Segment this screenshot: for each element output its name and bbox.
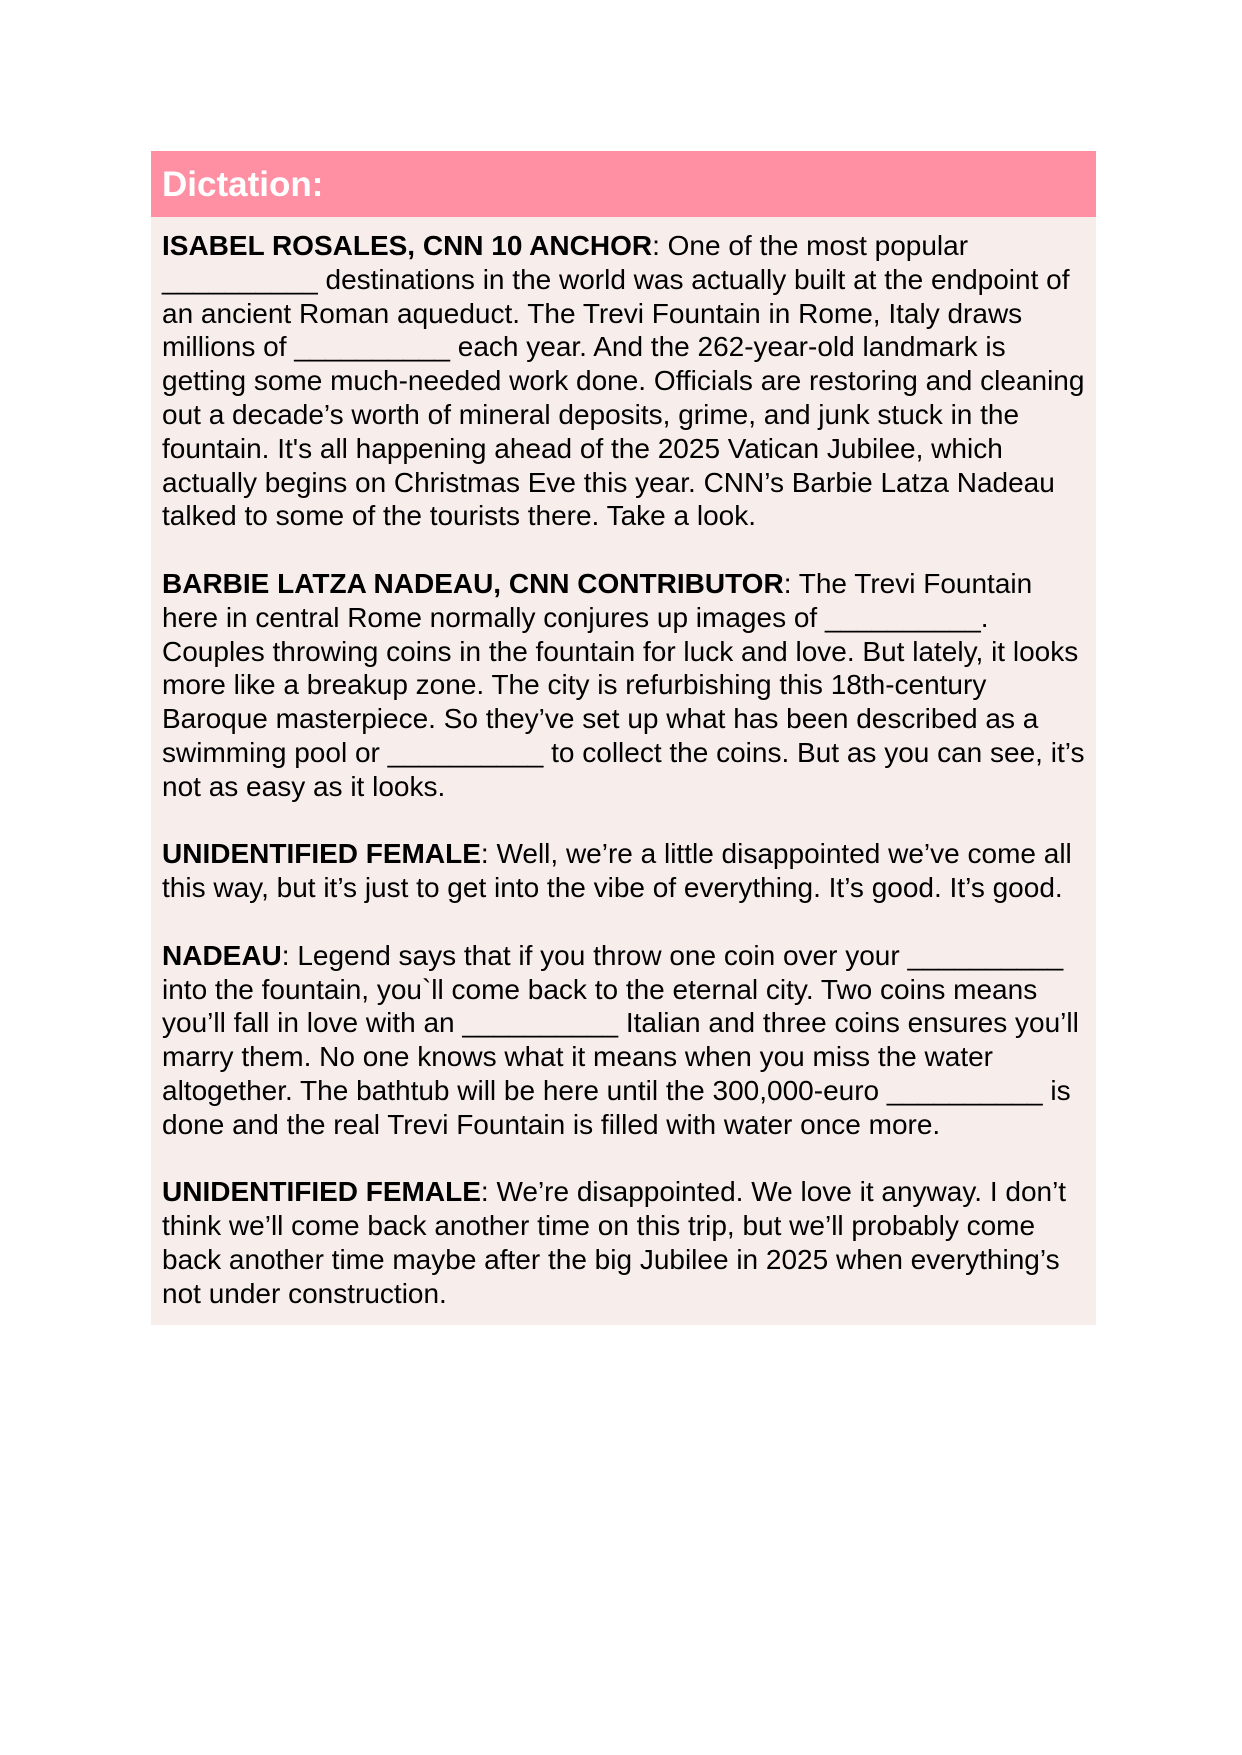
transcript-paragraph — [162, 1175, 1085, 1310]
speaker-text: : Well, we’re a little disappointed we’ve come all this way, but it’s just to get into the vibe of everything. It’s good. It’s good. — [162, 838, 1072, 904]
speaker-text: : The Trevi Fountain here in central Rome normally conjures up images of __________. Couples throwing coins in the fountain for luck and love. But lately, it looks more like a breakup zone. The city is refurbishing this 18th-century Baroque masterpiece. So they’ve set up what has been described as a swimming pool or __________ to collect the coins. But as you can see, it’s not as easy as it looks. — [162, 567, 1085, 802]
speaker-name: UNIDENTIFIED FEMALE — [162, 1176, 481, 1208]
transcript-paragraph — [162, 939, 1085, 1142]
speaker-name: BARBIE LATZA NADEAU, CNN CONTRIBUTOR — [162, 567, 784, 599]
speaker-text: : Legend says that if you throw one coin over your __________ into the fountain, you`ll come back to the eternal city. Two coins means you’ll fall in love with an __________ Italian and three coins ensures you’ll marry them. No one knows what it means when you miss the water altogether. The bathtub will be here until the 300,000-euro __________ is done and the real Trevi Fountain is filled with water once more. — [162, 939, 1079, 1140]
transcript-paragraph — [162, 229, 1085, 533]
speaker-name: ISABEL ROSALES, CNN 10 ANCHOR — [162, 230, 653, 261]
transcript-paragraph — [162, 567, 1085, 804]
dictation-header — [151, 151, 1096, 217]
dictation-card — [151, 151, 1096, 1325]
speaker-text: : One of the most popular __________ destinations in the world was actually built at the endpoint of an ancient Roman aqueduct. The Trevi Fountain in Rome, Italy draws millions of __________ each year. And the 262-year-old landmark is getting some much-needed work done. Officials are restoring and cleaning out a decade’s worth of mineral deposits, grime, and junk stuck in the fountain. It's all happening ahead of the 2025 Vatican Jubilee, which actually begins on Christmas Eve this year. CNN’s Barbie Latza Nadeau talked to some of the tourists there. Take a look. — [162, 230, 1085, 532]
page-title: Dictation: — [162, 164, 324, 204]
speaker-text: : We’re disappointed. We love it anyway. I don’t think we’ll come back another time on this trip, but we’ll probably come back another time maybe after the big Jubilee in 2025 when everything’s not under construction. — [162, 1176, 1067, 1309]
transcript-paragraph — [162, 837, 1085, 905]
speaker-name: UNIDENTIFIED FEMALE — [162, 838, 481, 870]
transcript-body — [151, 217, 1096, 1325]
speaker-name: NADEAU — [162, 939, 282, 971]
